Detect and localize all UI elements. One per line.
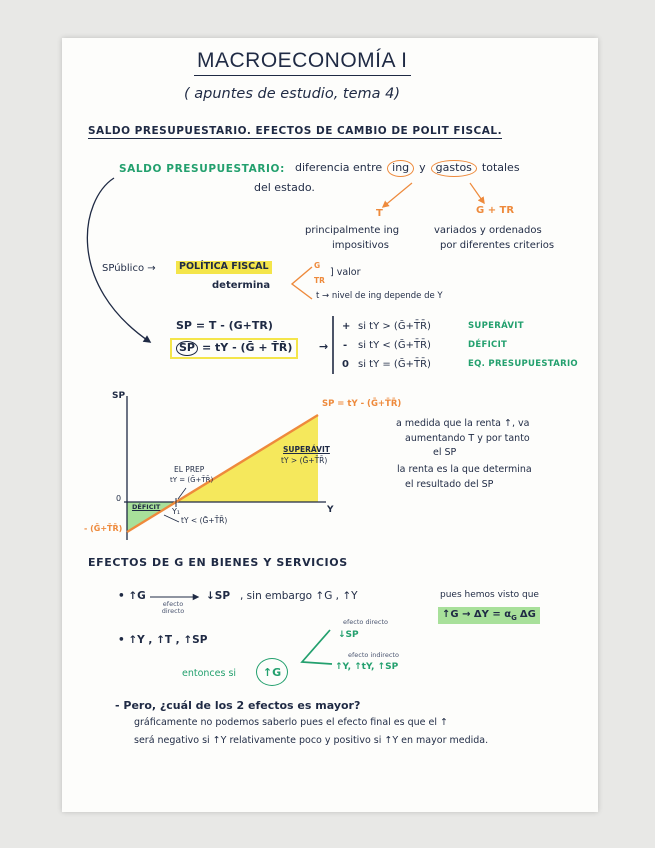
effects-branch (302, 630, 332, 664)
multiplier-formula (438, 607, 540, 624)
graph-x-axis-label: Y (327, 505, 334, 515)
ing-symbol: T (376, 208, 383, 219)
answer-line1: gráficamente no podemos saberlo pues el efecto final es que el ↑ (134, 717, 448, 728)
page-subtitle: ( apuntes de estudio, tema 4) (184, 86, 401, 102)
ing-note-line1: principalmente ing (305, 225, 400, 236)
ing-circled: ing (387, 160, 414, 177)
note-line: el SP (433, 447, 457, 458)
policy-bracket (292, 267, 312, 299)
formula-suffix: ΔG (519, 609, 536, 620)
ing-arrow (383, 183, 412, 207)
row2-chain: • ↑Y , ↑T , ↑SP (118, 634, 208, 646)
policy-t-line: t → nivel de ing depende de Y (316, 291, 443, 301)
note-line: la renta es la que determina (397, 464, 532, 475)
equation-2-box (170, 338, 298, 359)
note-line: aumentando T y por tanto (405, 433, 530, 444)
case-sign: + (342, 321, 351, 332)
graph-surplus-label: SUPERÁVIT (283, 445, 330, 454)
definition-part3: totales (481, 161, 520, 174)
sp-circled: SP (176, 341, 198, 356)
gastos-circled: gastos (431, 160, 477, 177)
equation-2-rhs: = tY - (Ḡ + T̄R̄) (201, 341, 293, 354)
graph-balance-condition: tY = (Ḡ+T̄R̄) (170, 476, 214, 484)
gastos-symbol: G + TR (476, 205, 515, 216)
note-line: a medida que la renta ↑, va (396, 418, 530, 429)
formula-prefix: ↑G → ΔY = α (442, 609, 512, 620)
graph-balance-label: EL PREP (174, 465, 205, 474)
indirect-effect-label: efecto indirecto (348, 651, 399, 659)
policy-tr: TR (314, 276, 325, 285)
circled-increase-g: ↑G (256, 658, 288, 686)
row1-cause: • ↑G (118, 590, 146, 602)
row1-effect: ↓SP (206, 590, 231, 602)
section-heading-saldo: SALDO PRESUPUESTARIO. EFECTOS DE CAMBIO DE POLIT FISCAL. (88, 125, 502, 139)
case-label-superavit: SUPERÁVIT (468, 321, 524, 331)
definition-part2: y (419, 161, 426, 174)
case-label-deficit: DÉFICIT (468, 340, 508, 350)
note-line: el resultado del SP (405, 479, 494, 490)
graph-y-axis-label: SP (112, 391, 126, 401)
graph-line-label: SP = tY - (Ḡ+T̄R̄) (322, 399, 402, 409)
graph-y1-label: Y₁ (172, 507, 181, 516)
policy-verb: determina (212, 280, 271, 291)
row1-rest: , sin embargo ↑G , ↑Y (240, 590, 358, 602)
case-condition: si tY = (Ḡ+T̄R̄) (358, 359, 431, 370)
graph-deficit-label: DÉFICIT (132, 503, 161, 511)
graph-surplus-condition: tY > (Ḡ+T̄R̄) (281, 456, 328, 465)
definition-text (295, 160, 520, 177)
graph-origin-label: 0 (116, 494, 122, 503)
case-condition: si tY > (Ḡ+T̄R̄) (358, 321, 431, 332)
question: - Pero, ¿cuál de los 2 efectos es mayor? (115, 699, 361, 712)
aside-intro: pues hemos visto que (440, 590, 539, 600)
definition-line2: del estado. (254, 181, 315, 194)
direct-effect-label: efecto directo (343, 618, 389, 626)
graph-intercept-label: - (Ḡ+T̄R̄) (84, 524, 123, 533)
equation-1: SP = T - (G+TR) (176, 319, 273, 332)
gastos-note-line1: variados y ordenados (434, 225, 542, 236)
case-condition: si tY < (Ḡ+T̄R̄) (358, 340, 431, 351)
section-heading-effects: EFECTOS DE G EN BIENES Y SERVICIOS (88, 556, 348, 569)
gastos-arrow (470, 183, 484, 203)
formula-subscript: G (511, 614, 517, 622)
policy-subject: SPúblico → (102, 263, 156, 274)
policy-g: G (314, 261, 321, 270)
ing-note-line2: impositivos (332, 240, 389, 251)
case-sign: - (343, 340, 348, 351)
row1-arrow-label: efecto directo (161, 600, 185, 615)
page-title: MACROECONOMÍA I (194, 49, 411, 76)
case-sign: 0 (342, 359, 349, 370)
gastos-note-line2: por diferentes criterios (440, 240, 555, 251)
graph-deficit-condition: tY < (Ḡ+T̄R̄) (181, 516, 228, 525)
conclusion-lead: entonces si (182, 668, 237, 679)
policy-highlight: POLÍTICA FISCAL (176, 261, 272, 274)
definition-part1: diferencia entre (295, 161, 383, 174)
direct-effect-value: ↓SP (338, 630, 359, 640)
curved-arrow (87, 178, 150, 342)
policy-valor: ] valor (330, 267, 361, 278)
case-label-equilibrio: EQ. PRESUPUESTARIO (468, 359, 578, 369)
equation-arrow: → (319, 340, 329, 353)
answer-line2: será negativo si ↑Y relativamente poco y positivo si ↑Y en mayor medida. (134, 735, 489, 746)
indirect-effect-value: ↑Y, ↑tY, ↑SP (335, 662, 399, 672)
definition-term: SALDO PRESUPUESTARIO: (119, 163, 285, 175)
